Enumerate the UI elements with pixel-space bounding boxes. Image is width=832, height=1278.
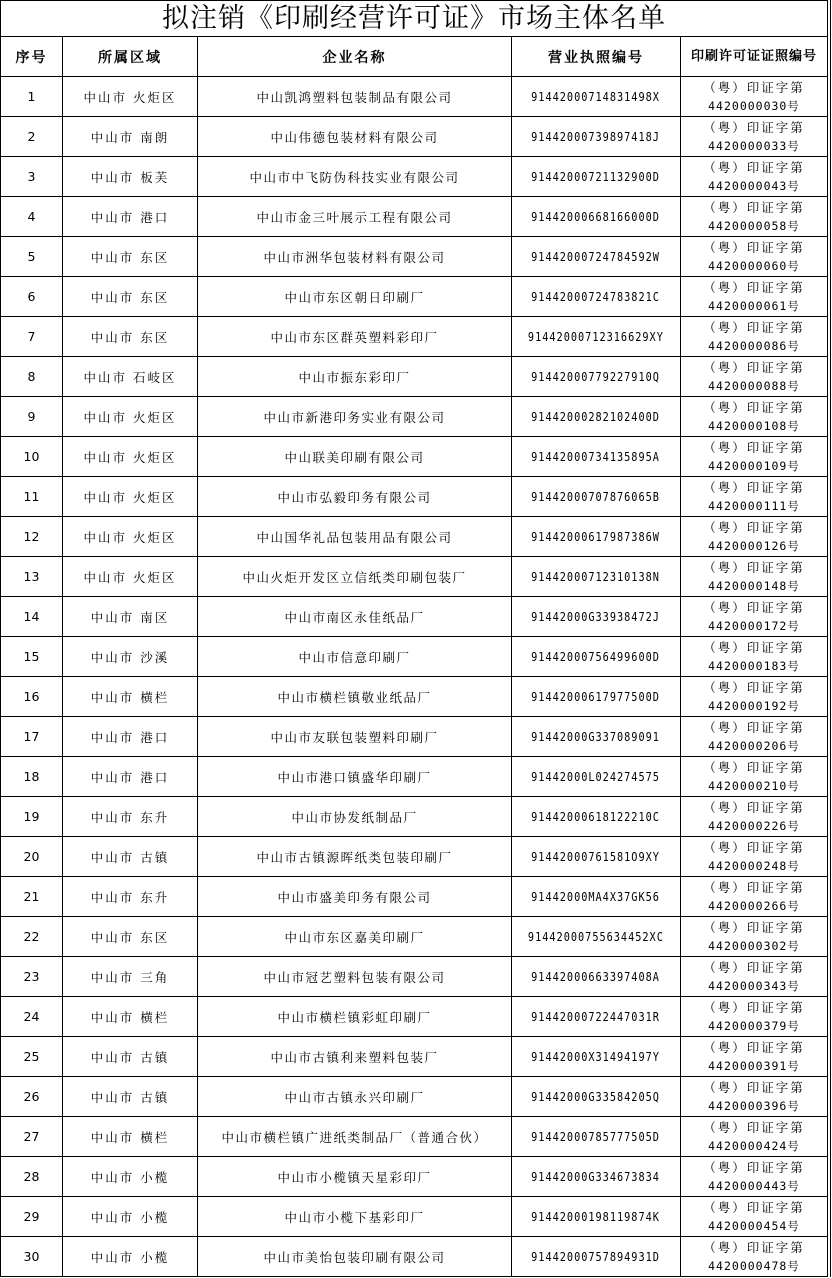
permit-prefix: （粤）印证字第 (703, 199, 805, 215)
cell-region: 中山市 横栏 (63, 677, 198, 717)
cell-business-license-no (512, 157, 681, 197)
permit-number: 4420000111号 (708, 498, 800, 513)
cell-no: 21 (1, 877, 63, 917)
permit-prefix: （粤）印证字第 (703, 399, 805, 415)
cell-company-name: 中山市美怡包装印刷有限公司 (198, 1237, 512, 1277)
cell-company-name: 中山市东区群英塑料彩印厂 (198, 317, 512, 357)
business-license-text: 91442000617977500D (531, 689, 661, 704)
cell-company-name: 中山市南区永佳纸品厂 (198, 597, 512, 637)
cell-printing-permit-no (681, 1157, 828, 1197)
business-license-text: 91442000734135895A (531, 449, 661, 464)
table-row (1, 517, 828, 557)
cell-printing-permit-no (681, 837, 828, 877)
cell-no: 28 (1, 1157, 63, 1197)
table-row (1, 597, 828, 637)
cell-business-license-no (512, 637, 681, 677)
cell-printing-permit-no (681, 1077, 828, 1117)
permit-prefix: （粤）印证字第 (703, 279, 805, 295)
cell-company-name: 中山市金三叶展示工程有限公司 (198, 197, 512, 237)
permit-prefix: （粤）印证字第 (703, 1199, 805, 1215)
cell-no: 7 (1, 317, 63, 357)
table-row (1, 77, 828, 117)
cell-company-name: 中山市小榄下基彩印厂 (198, 1197, 512, 1237)
permit-prefix: （粤）印证字第 (703, 1039, 805, 1055)
permit-number: 4420000061号 (708, 298, 800, 313)
cell-region: 中山市 港口 (63, 197, 198, 237)
cell-business-license-no (512, 557, 681, 597)
business-license-text: 91442000L024274575 (531, 769, 661, 784)
business-license-text: 91442000757894931D (531, 1249, 661, 1264)
cell-region: 中山市 三角 (63, 957, 198, 997)
table-row (1, 397, 828, 437)
table-row (1, 957, 828, 997)
table-body (1, 77, 828, 1277)
cell-printing-permit-no (681, 917, 828, 957)
permit-number: 4420000391号 (708, 1058, 800, 1073)
business-license-text: 91442000712310138N (531, 569, 661, 584)
permit-number: 4420000343号 (708, 978, 800, 993)
cell-region: 中山市 火炬区 (63, 517, 198, 557)
cell-business-license-no (512, 957, 681, 997)
cell-no: 12 (1, 517, 63, 557)
cell-business-license-no (512, 597, 681, 637)
cell-no: 29 (1, 1197, 63, 1237)
permit-prefix: （粤）印证字第 (703, 919, 805, 935)
cell-business-license-no (512, 77, 681, 117)
permit-number: 4420000183号 (708, 658, 800, 673)
cell-business-license-no (512, 1157, 681, 1197)
permit-number: 4420000454号 (708, 1218, 800, 1233)
cell-region: 中山市 东区 (63, 917, 198, 957)
permit-prefix: （粤）印证字第 (703, 359, 805, 375)
cell-region: 中山市 火炬区 (63, 557, 198, 597)
business-license-text: 91442000G33584205Q (531, 1089, 661, 1104)
cell-business-license-no (512, 997, 681, 1037)
cell-region: 中山市 东区 (63, 237, 198, 277)
cell-business-license-no (512, 477, 681, 517)
cell-printing-permit-no (681, 717, 828, 757)
permit-number: 4420000058号 (708, 218, 800, 233)
cell-company-name: 中山市横栏镇彩虹印刷厂 (198, 997, 512, 1037)
cell-region: 中山市 沙溪 (63, 637, 198, 677)
cell-business-license-no (512, 117, 681, 157)
permit-prefix: （粤）印证字第 (703, 799, 805, 815)
permit-prefix: （粤）印证字第 (703, 759, 805, 775)
cell-region: 中山市 火炬区 (63, 77, 198, 117)
cell-company-name: 中山市古镇永兴印刷厂 (198, 1077, 512, 1117)
cell-printing-permit-no (681, 477, 828, 517)
cell-printing-permit-no (681, 877, 828, 917)
cell-printing-permit-no (681, 957, 828, 997)
table-row (1, 237, 828, 277)
cell-business-license-no (512, 277, 681, 317)
cell-company-name: 中山市友联包装塑料印刷厂 (198, 717, 512, 757)
cell-no: 20 (1, 837, 63, 877)
business-license-text: 91442000282102400D (531, 409, 661, 424)
cell-business-license-no (512, 757, 681, 797)
table-row (1, 917, 828, 957)
business-license-text: 91442000714831498X (531, 89, 661, 104)
permit-number: 4420000126号 (708, 538, 800, 553)
business-license-text: 91442000663397408A (531, 969, 661, 984)
cell-printing-permit-no (681, 197, 828, 237)
permit-number: 4420000060号 (708, 258, 800, 273)
cell-company-name: 中山市东区朝日印刷厂 (198, 277, 512, 317)
cell-region: 中山市 火炬区 (63, 397, 198, 437)
cell-printing-permit-no (681, 437, 828, 477)
cell-no: 13 (1, 557, 63, 597)
cell-region: 中山市 小榄 (63, 1157, 198, 1197)
cell-business-license-no (512, 357, 681, 397)
cell-no: 16 (1, 677, 63, 717)
cell-printing-permit-no (681, 517, 828, 557)
cell-business-license-no (512, 437, 681, 477)
table-row (1, 1157, 828, 1197)
cell-company-name: 中山市洲华包装材料有限公司 (198, 237, 512, 277)
table-row (1, 1037, 828, 1077)
cell-company-name: 中山市协发纸制品厂 (198, 797, 512, 837)
table-row (1, 317, 828, 357)
cell-no: 23 (1, 957, 63, 997)
cell-printing-permit-no (681, 157, 828, 197)
business-license-text: 91442000198119874K (531, 1209, 661, 1224)
cell-company-name: 中山火炬开发区立信纸类印刷包装厂 (198, 557, 512, 597)
permit-prefix: （粤）印证字第 (703, 639, 805, 655)
cell-no: 24 (1, 997, 63, 1037)
permit-prefix: （粤）印证字第 (703, 119, 805, 135)
cell-company-name: 中山市盛美印务有限公司 (198, 877, 512, 917)
permit-prefix: （粤）印证字第 (703, 999, 805, 1015)
permit-number: 4420000172号 (708, 618, 800, 633)
business-license-text: 91442000739897418J (531, 129, 661, 144)
cell-printing-permit-no (681, 637, 828, 677)
business-license-text: 91442000MA4X37GK56 (531, 889, 661, 904)
table-row (1, 197, 828, 237)
business-license-text: 91442000707876065B (531, 489, 661, 504)
cell-printing-permit-no (681, 317, 828, 357)
table-row (1, 1117, 828, 1157)
cell-region: 中山市 横栏 (63, 997, 198, 1037)
cell-region: 中山市 板芙 (63, 157, 198, 197)
cell-printing-permit-no (681, 597, 828, 637)
business-license-text: 91442000617987386W (531, 529, 661, 544)
permit-prefix: （粤）印证字第 (703, 79, 805, 95)
business-license-text: 91442000724784592W (531, 249, 661, 264)
cell-business-license-no (512, 1117, 681, 1157)
permit-number: 4420000424号 (708, 1138, 800, 1153)
cell-region: 中山市 古镇 (63, 1037, 198, 1077)
cell-region: 中山市 东升 (63, 877, 198, 917)
column-header-printing-permit-no: 印刷许可证证照编号 (681, 37, 828, 77)
cell-business-license-no (512, 197, 681, 237)
business-license-text: 91442000721132900D (531, 169, 661, 184)
permit-number: 4420000210号 (708, 778, 800, 793)
cell-business-license-no (512, 317, 681, 357)
table-row (1, 357, 828, 397)
cell-company-name: 中山市古镇利来塑料包装厂 (198, 1037, 512, 1077)
business-license-text: 91442000X31494197Y (531, 1049, 661, 1064)
permit-prefix: （粤）印证字第 (703, 239, 805, 255)
table-row (1, 677, 828, 717)
cell-company-name: 中山市冠艺塑料包装有限公司 (198, 957, 512, 997)
permit-prefix: （粤）印证字第 (703, 839, 805, 855)
permit-number: 4420000033号 (708, 138, 800, 153)
cell-printing-permit-no (681, 1197, 828, 1237)
business-license-text: 91442000618122210C (531, 809, 661, 824)
cell-no: 22 (1, 917, 63, 957)
permit-prefix: （粤）印证字第 (703, 959, 805, 975)
cell-region: 中山市 火炬区 (63, 437, 198, 477)
permit-number: 4420000148号 (708, 578, 800, 593)
cell-region: 中山市 火炬区 (63, 477, 198, 517)
cell-business-license-no (512, 717, 681, 757)
cell-business-license-no (512, 877, 681, 917)
table-row (1, 277, 828, 317)
table-row (1, 1237, 828, 1277)
permit-number: 4420000396号 (708, 1098, 800, 1113)
cell-printing-permit-no (681, 557, 828, 597)
cell-no: 10 (1, 437, 63, 477)
cell-printing-permit-no (681, 997, 828, 1037)
table-row (1, 437, 828, 477)
cell-business-license-no (512, 517, 681, 557)
cell-printing-permit-no (681, 677, 828, 717)
cell-business-license-no (512, 1077, 681, 1117)
table-row (1, 757, 828, 797)
cell-company-name: 中山伟德包装材料有限公司 (198, 117, 512, 157)
column-header-no: 序号 (1, 37, 63, 77)
cell-company-name: 中山联美印刷有限公司 (198, 437, 512, 477)
permit-number: 4420000030号 (708, 98, 800, 113)
cell-no: 3 (1, 157, 63, 197)
column-header-business-license-no: 营业执照编号 (512, 37, 681, 77)
permit-number: 4420000192号 (708, 698, 800, 713)
permit-prefix: （粤）印证字第 (703, 1119, 805, 1135)
cell-region: 中山市 港口 (63, 757, 198, 797)
cell-printing-permit-no (681, 797, 828, 837)
business-license-text: 91442000756499600D (531, 649, 661, 664)
business-license-text: 91442000761581O9XY (531, 849, 661, 864)
cell-no: 17 (1, 717, 63, 757)
cell-company-name: 中山市信意印刷厂 (198, 637, 512, 677)
cell-no: 1 (1, 77, 63, 117)
table-row (1, 717, 828, 757)
table-row (1, 997, 828, 1037)
permit-number: 4420000108号 (708, 418, 800, 433)
cell-printing-permit-no (681, 237, 828, 277)
cell-company-name: 中山市中飞防伪科技实业有限公司 (198, 157, 512, 197)
cell-no: 19 (1, 797, 63, 837)
cell-business-license-no (512, 1237, 681, 1277)
table-row (1, 837, 828, 877)
business-license-text: 91442000779227910Q (531, 369, 661, 384)
permit-prefix: （粤）印证字第 (703, 879, 805, 895)
business-license-text: 91442000724783821C (531, 289, 661, 304)
cell-region: 中山市 东区 (63, 277, 198, 317)
cell-business-license-no (512, 677, 681, 717)
table-row (1, 877, 828, 917)
permit-prefix: （粤）印证字第 (703, 159, 805, 175)
cell-business-license-no (512, 1197, 681, 1237)
table-row (1, 1197, 828, 1237)
permit-number: 4420000206号 (708, 738, 800, 753)
permit-prefix: （粤）印证字第 (703, 439, 805, 455)
cell-no: 26 (1, 1077, 63, 1117)
cell-printing-permit-no (681, 357, 828, 397)
permit-prefix: （粤）印证字第 (703, 319, 805, 335)
permit-number: 4420000266号 (708, 898, 800, 913)
cell-no: 11 (1, 477, 63, 517)
permit-prefix: （粤）印证字第 (703, 719, 805, 735)
cell-no: 4 (1, 197, 63, 237)
cell-company-name: 中山市港口镇盛华印刷厂 (198, 757, 512, 797)
permit-number: 4420000109号 (708, 458, 800, 473)
cell-company-name: 中山市横栏镇广进纸类制品厂（普通合伙） (198, 1117, 512, 1157)
cell-no: 25 (1, 1037, 63, 1077)
cell-region: 中山市 古镇 (63, 1077, 198, 1117)
permit-number: 4420000478号 (708, 1258, 800, 1273)
cell-region: 中山市 港口 (63, 717, 198, 757)
cell-business-license-no (512, 397, 681, 437)
business-license-text: 91442000785777505D (531, 1129, 661, 1144)
cell-company-name: 中山市横栏镇敬业纸品厂 (198, 677, 512, 717)
permit-prefix: （粤）印证字第 (703, 1159, 805, 1175)
permit-prefix: （粤）印证字第 (703, 559, 805, 575)
cell-business-license-no (512, 917, 681, 957)
business-license-text: 91442000712316629XY (528, 329, 664, 344)
cell-region: 中山市 小榄 (63, 1237, 198, 1277)
cell-company-name: 中山市小榄镇天星彩印厂 (198, 1157, 512, 1197)
cell-no: 18 (1, 757, 63, 797)
cell-region: 中山市 石岐区 (63, 357, 198, 397)
cell-printing-permit-no (681, 1037, 828, 1077)
cell-no: 15 (1, 637, 63, 677)
cell-region: 中山市 东区 (63, 317, 198, 357)
business-license-text: 91442000G337089091 (531, 729, 661, 744)
table-row (1, 637, 828, 677)
permit-number: 4420000088号 (708, 378, 800, 393)
cell-region: 中山市 小榄 (63, 1197, 198, 1237)
business-license-text: 91442000G33938472J (531, 609, 661, 624)
permit-number: 4420000248号 (708, 858, 800, 873)
cell-business-license-no (512, 237, 681, 277)
cell-no: 6 (1, 277, 63, 317)
permit-number: 4420000379号 (708, 1018, 800, 1033)
cell-region: 中山市 横栏 (63, 1117, 198, 1157)
cell-printing-permit-no (681, 397, 828, 437)
column-header-company-name: 企业名称 (198, 37, 512, 77)
cell-company-name: 中山市振东彩印厂 (198, 357, 512, 397)
business-license-text: 91442000755634452XC (528, 929, 664, 944)
permit-prefix: （粤）印证字第 (703, 1239, 805, 1255)
permit-number: 4420000086号 (708, 338, 800, 353)
cell-no: 30 (1, 1237, 63, 1277)
cell-no: 9 (1, 397, 63, 437)
cell-no: 2 (1, 117, 63, 157)
business-license-text: 91442000722447031R (531, 1009, 661, 1024)
cell-region: 中山市 南区 (63, 597, 198, 637)
table-row (1, 797, 828, 837)
cell-region: 中山市 东升 (63, 797, 198, 837)
business-license-text: 91442000668166000D (531, 209, 661, 224)
cell-company-name: 中山国华礼品包装用品有限公司 (198, 517, 512, 557)
business-license-text: 91442000G334673834 (531, 1169, 661, 1184)
permit-number: 4420000302号 (708, 938, 800, 953)
cell-region: 中山市 南朗 (63, 117, 198, 157)
cell-printing-permit-no (681, 117, 828, 157)
permit-prefix: （粤）印证字第 (703, 679, 805, 695)
cell-printing-permit-no (681, 1117, 828, 1157)
permit-prefix: （粤）印证字第 (703, 1079, 805, 1095)
cell-printing-permit-no (681, 77, 828, 117)
cell-printing-permit-no (681, 277, 828, 317)
permit-number: 4420000226号 (708, 818, 800, 833)
permit-number: 4420000043号 (708, 178, 800, 193)
table-row (1, 557, 828, 597)
cell-printing-permit-no (681, 757, 828, 797)
table-header-row (1, 37, 828, 77)
page-title: 拟注销《印刷经营许可证》市场主体名单 (1, 1, 828, 37)
cell-no: 8 (1, 357, 63, 397)
cell-company-name: 中山市东区嘉美印刷厂 (198, 917, 512, 957)
table-row (1, 117, 828, 157)
column-header-region: 所属区域 (63, 37, 198, 77)
cell-region: 中山市 古镇 (63, 837, 198, 877)
cell-printing-permit-no (681, 1237, 828, 1277)
permit-prefix: （粤）印证字第 (703, 599, 805, 615)
cell-business-license-no (512, 797, 681, 837)
cell-business-license-no (512, 1037, 681, 1077)
permit-prefix: （粤）印证字第 (703, 479, 805, 495)
cell-business-license-no (512, 837, 681, 877)
table-row (1, 1077, 828, 1117)
cell-company-name: 中山市新港印务实业有限公司 (198, 397, 512, 437)
cell-company-name: 中山凯鸿塑料包装制品有限公司 (198, 77, 512, 117)
table-row (1, 157, 828, 197)
cell-no: 5 (1, 237, 63, 277)
cell-no: 27 (1, 1117, 63, 1157)
permit-number: 4420000443号 (708, 1178, 800, 1193)
cell-company-name: 中山市古镇源晖纸类包装印刷厂 (198, 837, 512, 877)
cell-company-name: 中山市弘毅印务有限公司 (198, 477, 512, 517)
table-row (1, 477, 828, 517)
permit-prefix: （粤）印证字第 (703, 519, 805, 535)
cell-no: 14 (1, 597, 63, 637)
